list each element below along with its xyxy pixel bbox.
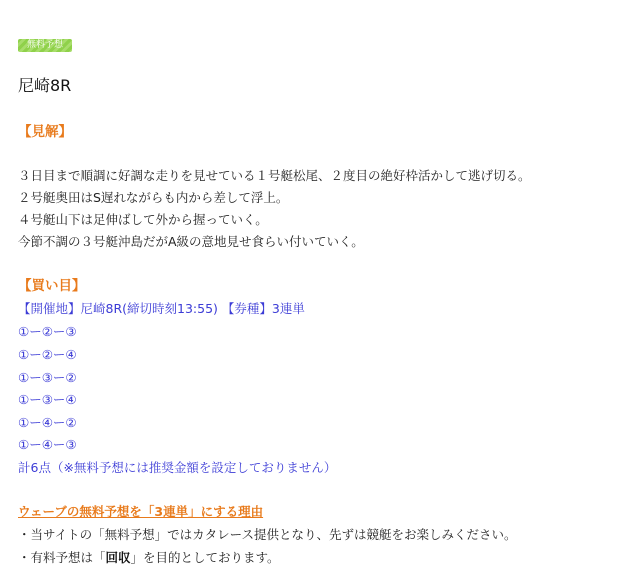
analysis-line: ２号艇奥田はS遅れながらも内から差して浮上。 [18,190,289,205]
bets-heading: 【買い目】 [18,278,86,294]
free-prediction-badge: 無料予想 [18,39,72,52]
reason-heading-link[interactable]: ウェーブの無料予想を「3連単」にする理由 [18,504,264,519]
reason-line-2 [18,549,280,567]
race-title: 尼崎8R [18,76,72,95]
analysis-heading: 【見解】 [18,124,72,140]
analysis-line: ４号艇山下は足伸ばして外から握っていく。 [18,212,268,227]
reason-line-2-bold: 回収 [105,550,131,565]
reason-line-2-suffix: 」を目的としております。 [130,550,280,565]
bet-combination: ①ー②ー③ [18,324,77,339]
bet-combination: ①ー②ー④ [18,347,77,362]
reason-line: ・当サイトの「無料予想」ではカタレース提供となり、先ずは競艇をお楽しみください。 [18,527,517,542]
reason-line-2-prefix: ・有料予想は「 [18,550,106,565]
bet-combination: ①ー③ー② [18,370,77,385]
bet-combination: ①ー④ー③ [18,437,77,452]
bet-combination: ①ー③ー④ [18,392,77,407]
analysis-line: ３日目まで順調に好調な走りを見せている１号艇松尾、２度目の絶好枠活かして逃げ切る。 [18,168,531,183]
analysis-line: 今節不調の３号艇沖島だがA級の意地見せ食らい付いていく。 [18,234,364,249]
venue-line: 【開催地】尼崎8R(締切時刻13:55) 【券種】3連単 [18,301,305,316]
bet-combination: ①ー④ー② [18,415,77,430]
bets-total: 計6点（※無料予想には推奨金額を設定しておりません） [18,460,337,475]
